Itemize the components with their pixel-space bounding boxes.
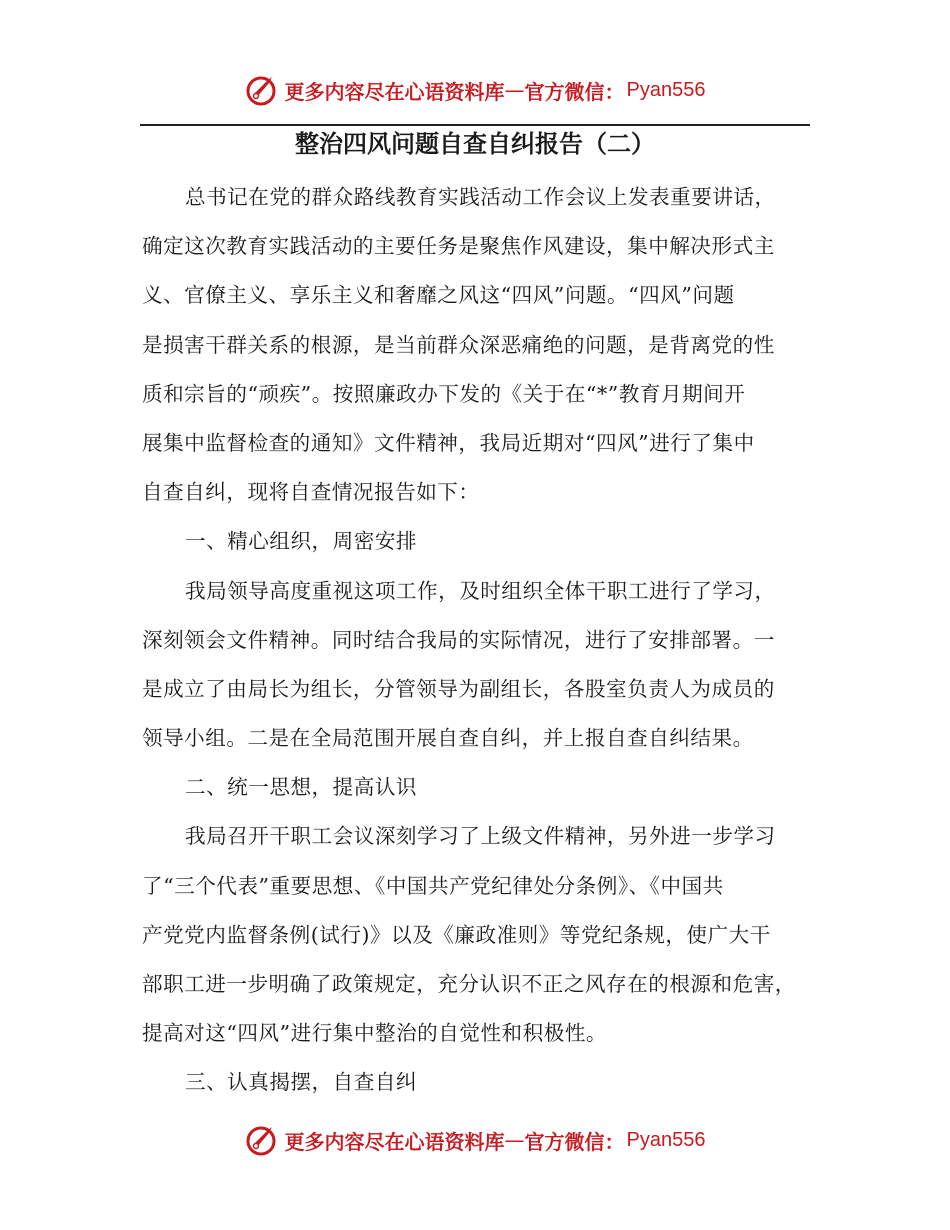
banner-wechat-id: Pyan556 <box>626 1128 706 1151</box>
text-line: 二、统一思想，提高认识 <box>185 775 418 800</box>
document-title: 整治四风问题自查自纠报告（二） <box>295 130 655 158</box>
footer-banner <box>0 1120 950 1160</box>
text-line: 展集中监督检查的通知》文件精神，我局近期对“四风”进行了集中 <box>142 430 755 455</box>
text-line: 一、精心组织，周密安排 <box>185 529 418 554</box>
text-line: 是损害干群关系的根源，是当前群众深恶痛绝的问题，是背离党的性 <box>142 332 775 357</box>
banner-dash: — <box>504 78 525 102</box>
text-line: 了“三个代表”重要思想、《中国共产党纪律处分条例》、《中国共 <box>142 873 724 898</box>
text-line: 领导小组。二是在全局范围开展自查自纠，并上报自查自纠结果。 <box>142 726 754 751</box>
text-line: 提高对这“四风”进行集中整治的自觉性和积极性。 <box>142 1021 608 1046</box>
text-line: 产党党内监督条例(试行)》以及《廉政准则》等党纪条规，使广大干 <box>142 922 771 947</box>
banner-dash: — <box>504 1128 525 1152</box>
document-body <box>142 177 810 1112</box>
text-line: 总书记在党的群众路线教育实践活动工作会议上发表重要讲话， <box>185 185 776 209</box>
banner-text: 更多内容尽在心语资料库 <box>284 1129 505 1154</box>
brand-logo-icon <box>245 1123 279 1157</box>
banner-wechat-label: 官方微信： <box>524 79 625 104</box>
banner-text: 更多内容尽在心语资料库 <box>284 79 505 104</box>
text-line: 三、认真揭摆，自查自纠 <box>185 1070 418 1095</box>
text-line: 我局召开干职工会议深刻学习了上级文件精神，另外进一步学习 <box>185 824 776 849</box>
text-line: 部职工进一步明确了政策规定，充分认识不正之风存在的根源和危害， <box>142 972 796 996</box>
text-line: 深刻领会文件精神。同时结合我局的实际情况，进行了安排部署。一 <box>142 627 775 652</box>
text-line: 我局领导高度重视这项工作，及时组织全体干职工进行了学习， <box>185 578 776 603</box>
header-rule <box>140 124 810 126</box>
brand-logo-icon <box>245 73 279 107</box>
text-line: 质和宗旨的“顽疾”。按照廉政办下发的《关于在“*”教育月期间开 <box>142 381 746 406</box>
banner-wechat-id: Pyan556 <box>626 78 706 101</box>
text-line: 自查自纠，现将自查情况报告如下： <box>142 480 480 505</box>
header-banner <box>0 70 950 110</box>
text-line: 义、官僚主义、享乐主义和奢靡之风这“四风”问题。“四风”问题 <box>142 283 735 308</box>
text-line: 是成立了由局长为组长，分管领导为副组长，各股室负责人为成员的 <box>142 676 775 701</box>
text-line: 确定这次教育实践活动的主要任务是聚焦作风建设，集中解决形式主 <box>142 234 775 259</box>
banner-wechat-label: 官方微信： <box>524 1129 625 1154</box>
